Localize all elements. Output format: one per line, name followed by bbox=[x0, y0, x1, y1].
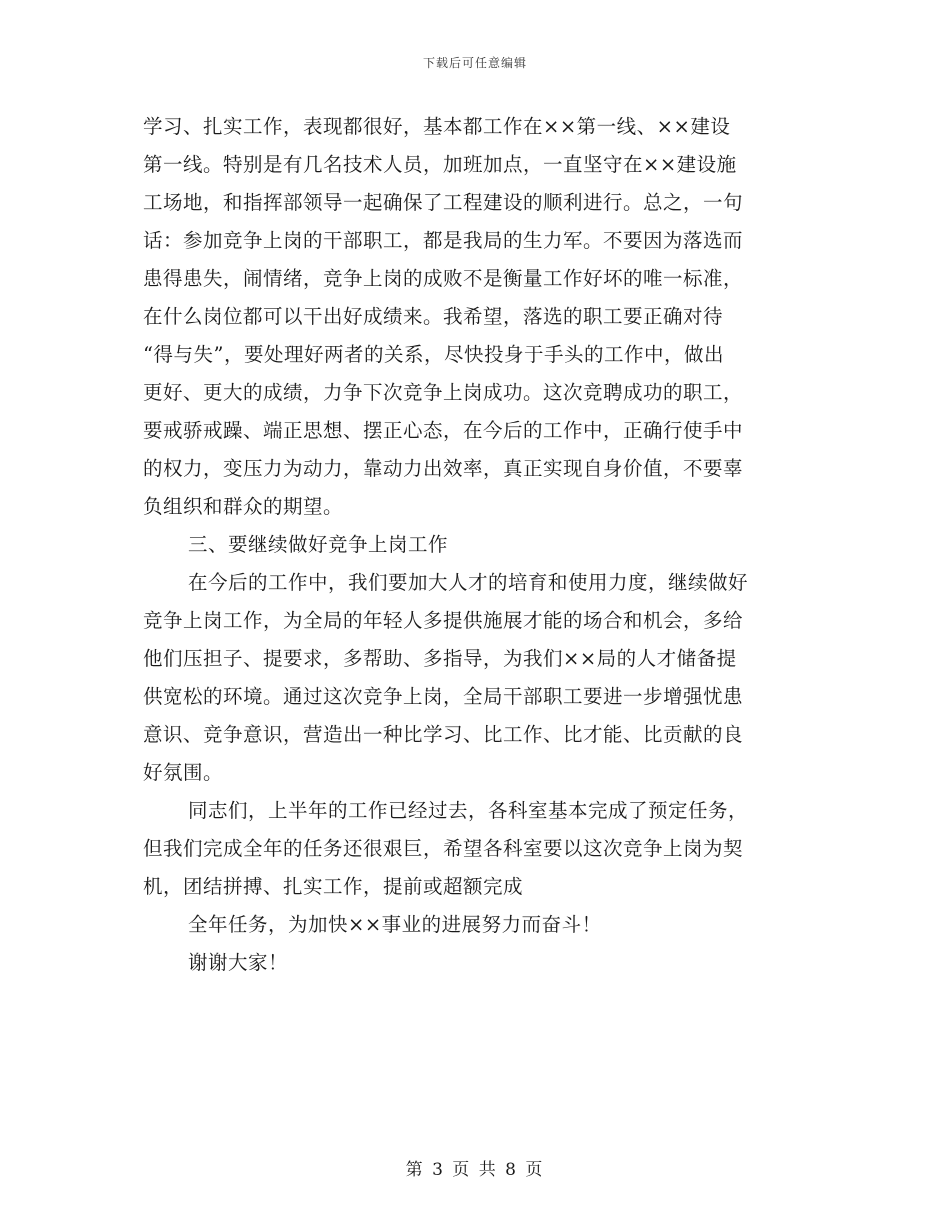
text-line: 第一线。特别是有几名技术人员，加班加点，一直坚守在××建设施 bbox=[143, 153, 737, 176]
text-line: 全年任务，为加快××事业的进展努力而奋斗！ bbox=[188, 913, 602, 936]
text-line: 工场地，和指挥部领导一起确保了工程建设的顺利进行。总之，一句 bbox=[143, 191, 744, 214]
text-line: 同志们，上半年的工作已经过去，各科室基本完成了预定任务， bbox=[188, 799, 749, 822]
text-line: 患得患失，闹情绪，竞争上岗的成败不是衡量工作好坏的唯一标准， bbox=[143, 267, 744, 290]
text-line: 竞争上岗工作，为全局的年轻人多提供施展才能的场合和机会，多给 bbox=[143, 609, 744, 632]
text-line: 他们压担子、提要求，多帮助、多指导，为我们××局的人才储备提 bbox=[143, 647, 737, 670]
text-line: “得与失”，要处理好两者的关系，尽快投身于手头的工作中，做出 bbox=[143, 343, 724, 366]
closing-line: 谢谢大家！ bbox=[188, 951, 289, 974]
text-line: 要戒骄戒躁、端正思想、摆正心态，在今后的工作中，正确行使手中 bbox=[143, 419, 744, 442]
text-line: 的权力，变压力为动力，靠动力出效率，真正实现自身价值，不要辜 bbox=[143, 457, 744, 480]
text-line: 好氛围。 bbox=[143, 761, 224, 784]
section-heading: 三、要继续做好竞争上岗工作 bbox=[188, 533, 449, 556]
text-line: 供宽松的环境。通过这次竞争上岗，全局干部职工要进一步增强忧患 bbox=[143, 685, 744, 708]
text-line: 机，团结拼搏、扎实工作，提前或超额完成 bbox=[143, 875, 524, 898]
text-line: 意识、竞争意识，营造出一种比学习、比工作、比才能、比贡献的良 bbox=[143, 723, 744, 746]
document-body bbox=[143, 108, 803, 982]
text-line: 在今后的工作中，我们要加大人才的培育和使用力度，继续做好 bbox=[188, 571, 749, 594]
text-line: 学习、扎实工作，表现都很好，基本都工作在××第一线、××建设 bbox=[143, 115, 731, 138]
text-line: 更好、更大的成绩，力争下次竞争上岗成功。这次竞聘成功的职工， bbox=[143, 381, 744, 404]
page-header: 下载后可任意编辑 bbox=[422, 56, 527, 70]
text-line: 但我们完成全年的任务还很艰巨，希望各科室要以这次竞争上岗为契 bbox=[143, 837, 744, 860]
text-line: 话：参加竞争上岗的干部职工，都是我局的生力军。不要因为落选而 bbox=[143, 229, 744, 252]
page-number: 第 3 页 共 8 页 bbox=[405, 1160, 545, 1180]
text-line: 在什么岗位都可以干出好成绩来。我希望，落选的职工要正确对待 bbox=[143, 305, 724, 328]
text-line: 负组织和群众的期望。 bbox=[143, 495, 344, 518]
